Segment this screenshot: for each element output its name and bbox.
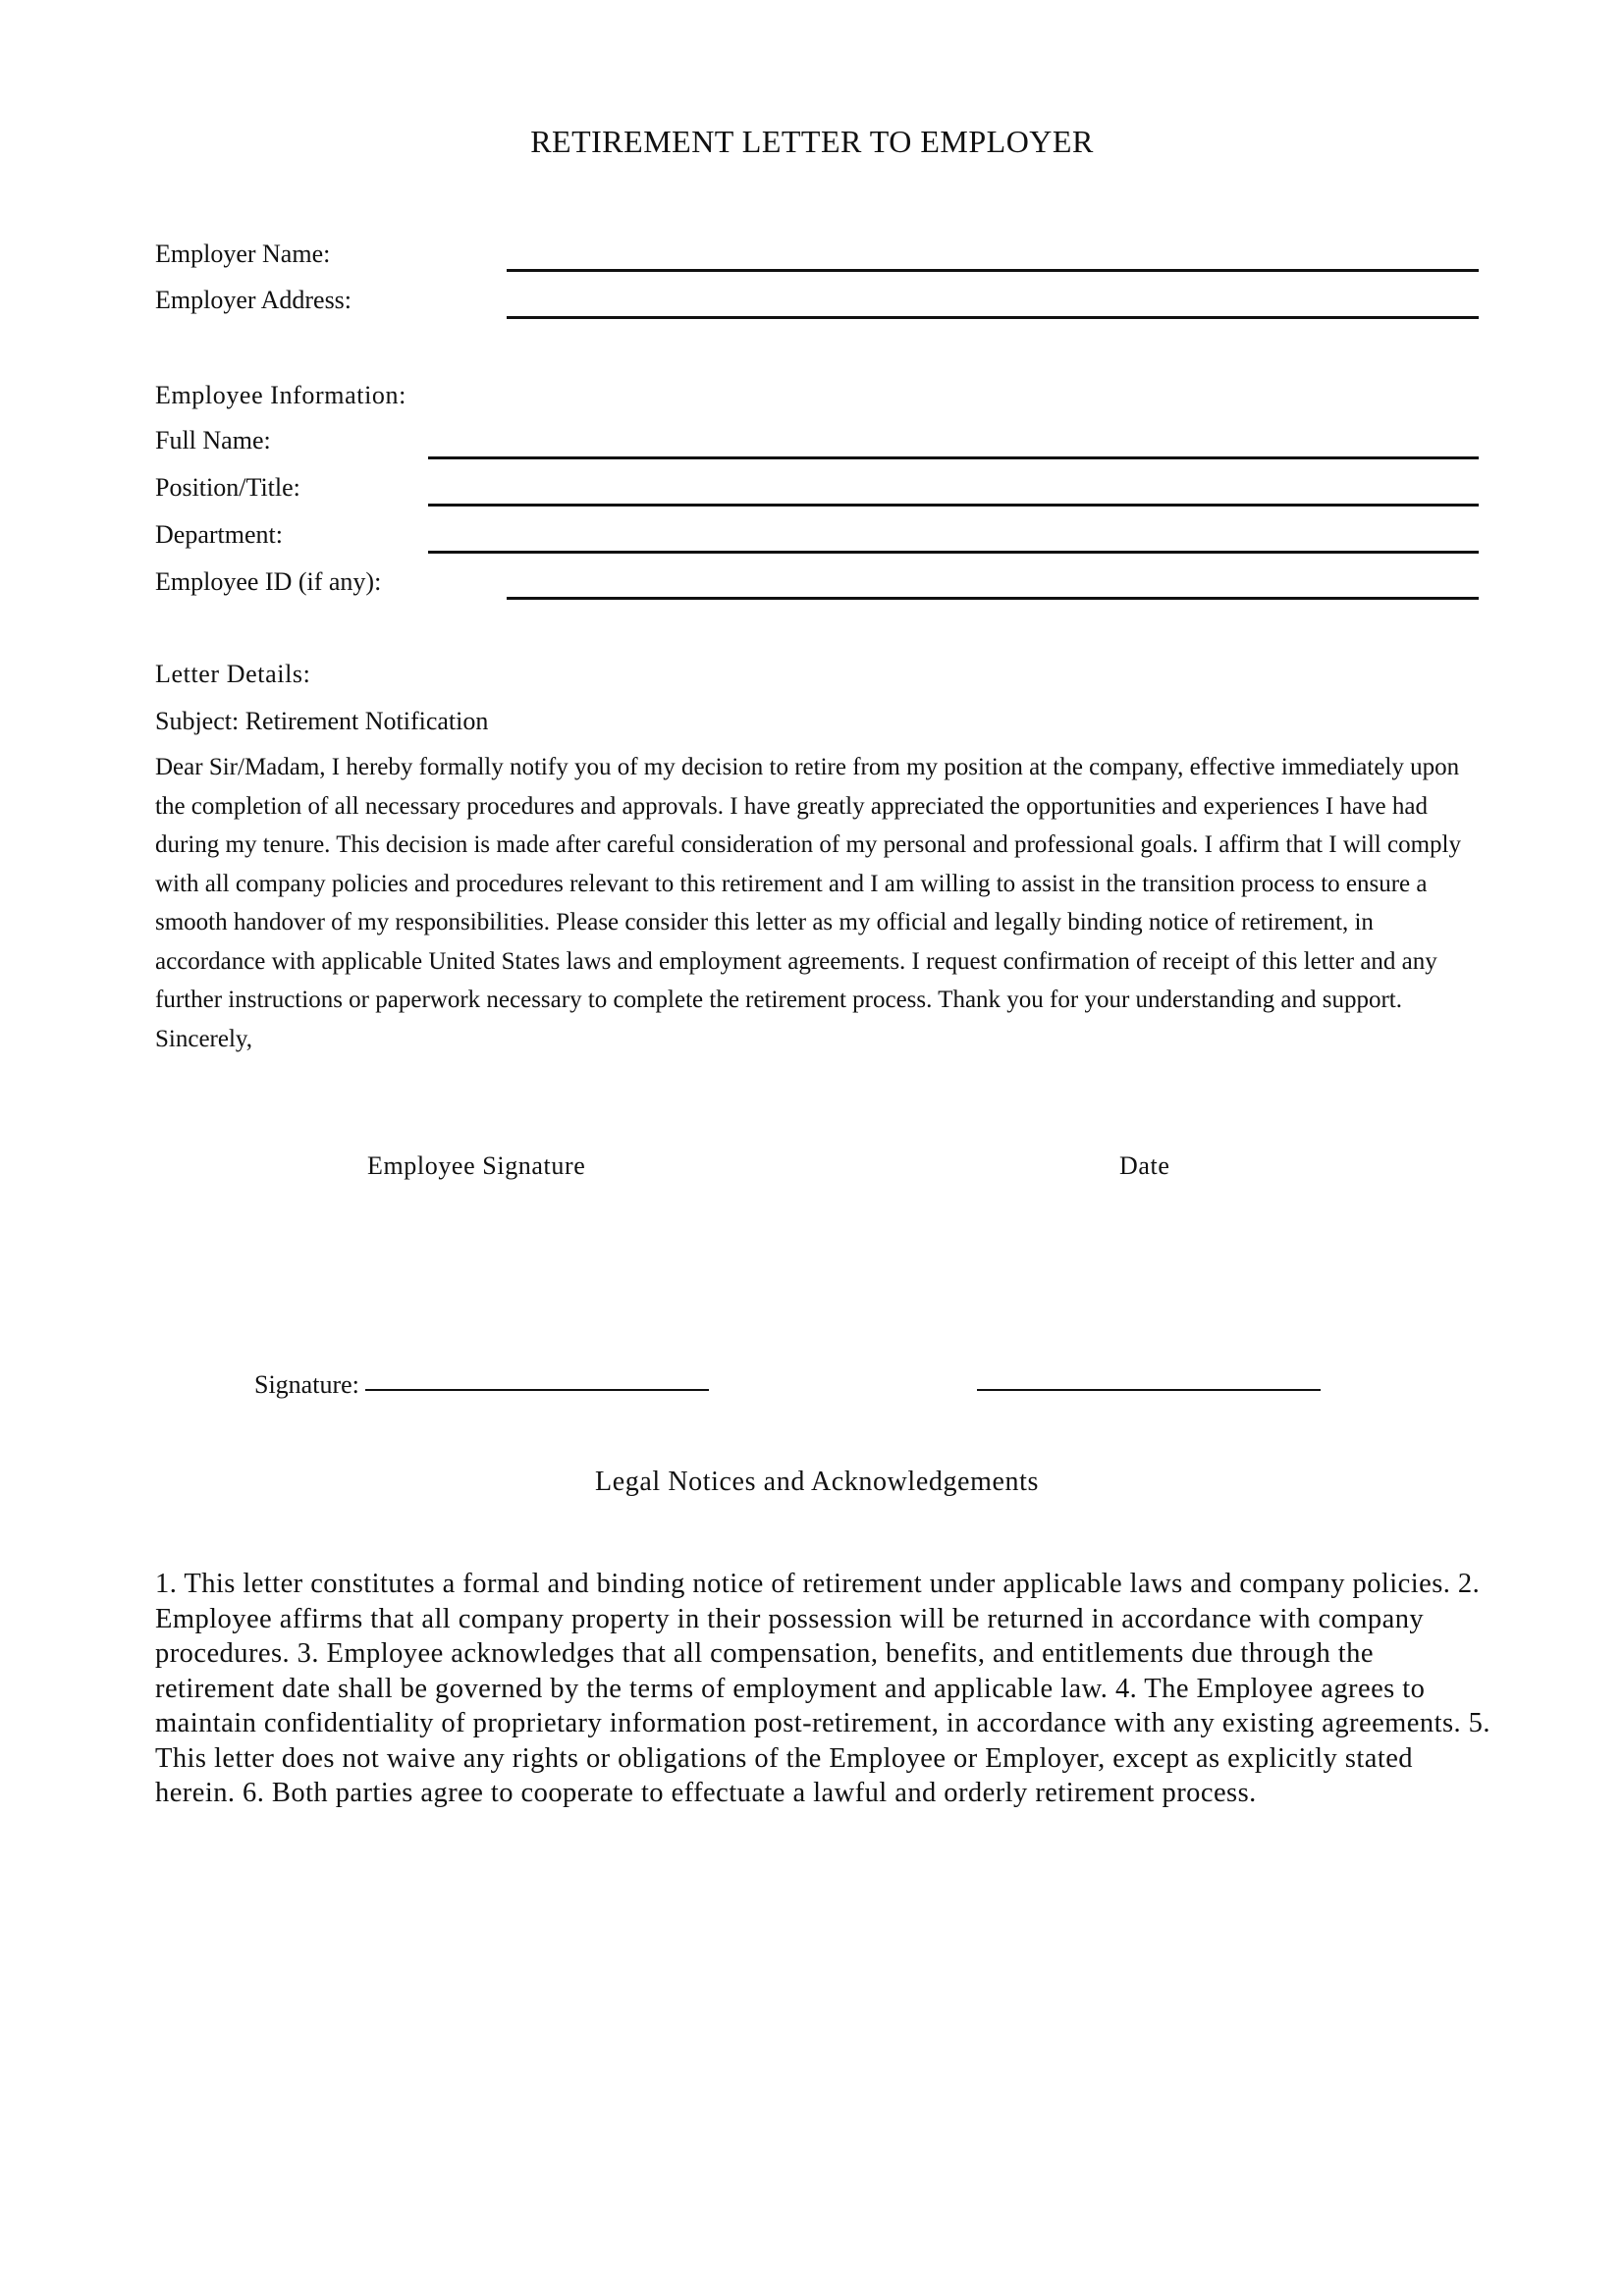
full-name-field[interactable] <box>428 456 1479 459</box>
date-row <box>977 1370 1321 1400</box>
signature-line[interactable] <box>365 1389 709 1391</box>
legal-notices-text: 1. This letter constitutes a formal and binding notice of retirement under applicable laws and company policies. 2. Employee affirms that all company property in their possession will be returned in accordance with company procedures. 3. Employee acknowledges that all compensation, benefits, and entitlements due through the retirement date shall be governed by the terms of employment and applicable law. 4. The Employee agrees to maintain confidentiality of proprietary information post-retirement, in accordance with any existing agreements. 5. This letter does not waive any rights or obligations of the Employee or Employer, except as explicitly stated herein. 6. Both parties agree to cooperate to effectuate a lawful and orderly retirement process. <box>155 1569 1490 1808</box>
signature-label: Signature: <box>254 1370 359 1399</box>
employer-name-field[interactable] <box>507 269 1479 272</box>
letter-subject: Subject: Retirement Notification <box>155 707 489 735</box>
full-name-label: Full Name: <box>155 426 271 454</box>
page-title: RETIREMENT LETTER TO EMPLOYER <box>530 124 1094 159</box>
department-field[interactable] <box>428 551 1479 554</box>
employer-name-label: Employer Name: <box>155 240 331 268</box>
employee-information-heading: Employee Information: <box>155 381 406 409</box>
employer-address-label: Employer Address: <box>155 286 352 314</box>
position-title-label: Position/Title: <box>155 473 300 502</box>
employee-id-label: Employee ID (if any): <box>155 567 382 596</box>
date-caption: Date <box>1119 1151 1170 1180</box>
letter-details-heading: Letter Details: <box>155 660 311 688</box>
letter-body: Dear Sir/Madam, I hereby formally notify you of my decision to retire from my position at the company, effective immediately upon the completion of all necessary procedures and approvals. I have greatly appreciated the opportunities and experiences I have had during my tenure. This decision is made after careful consideration of my personal and professional goals. I affirm that I will comply with all company policies and procedures relevant to this retirement and I am willing to assist in the transition process to ensure a smooth handover of my responsibilities. Please consider this letter as my official and legally binding notice of retirement, in accordance with applicable United States laws and employment agreements. I request confirmation of receipt of this letter and any further instructions or paperwork necessary to complete the retirement process. Thank you for your understanding and support. Sincerely, <box>155 754 1461 1052</box>
signature-row <box>254 1370 709 1400</box>
position-title-field[interactable] <box>428 504 1479 507</box>
legal-notices-heading: Legal Notices and Acknowledgements <box>595 1467 1039 1497</box>
department-label: Department: <box>155 520 283 549</box>
employee-id-field[interactable] <box>507 597 1479 600</box>
date-line[interactable] <box>977 1389 1321 1391</box>
employer-address-field[interactable] <box>507 316 1479 319</box>
employee-signature-caption: Employee Signature <box>367 1151 586 1180</box>
